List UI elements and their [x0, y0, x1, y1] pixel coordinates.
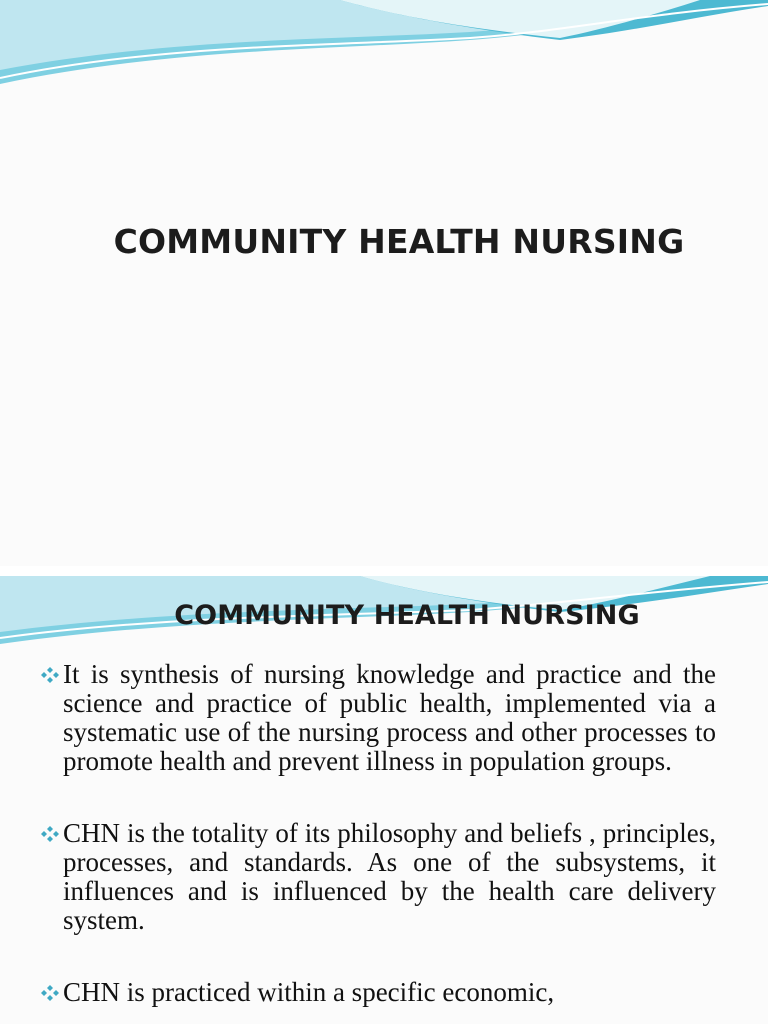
diamond-bullet-icon — [40, 985, 60, 1001]
bullet-item — [38, 660, 716, 776]
wave-decoration — [0, 0, 768, 90]
bullet-item — [38, 978, 716, 1007]
bullet-item — [38, 819, 716, 935]
bullet-text: It is synthesis of nursing knowledge and practice and the science and practice of public health, implemented via a systematic use of the nursing process and other processes to promote health and prevent illness in population groups. — [63, 659, 716, 776]
slide-title: COMMUNITY HEALTH NURSING — [174, 600, 640, 631]
bullet-text: CHN is practiced within a specific economic, — [63, 977, 555, 1007]
slide-2 — [0, 576, 768, 1024]
slide-title: COMMUNITY HEALTH NURSING — [113, 222, 685, 261]
diamond-bullet-icon — [40, 667, 60, 683]
bullet-list — [38, 660, 716, 1024]
diamond-bullet-icon — [40, 826, 60, 842]
bullet-text: CHN is the totality of its philosophy and beliefs , principles, processes, and standards. As one of the subsystems, it influences and is influenced by the health care delivery system. — [63, 818, 716, 935]
slide-divider — [0, 566, 768, 576]
